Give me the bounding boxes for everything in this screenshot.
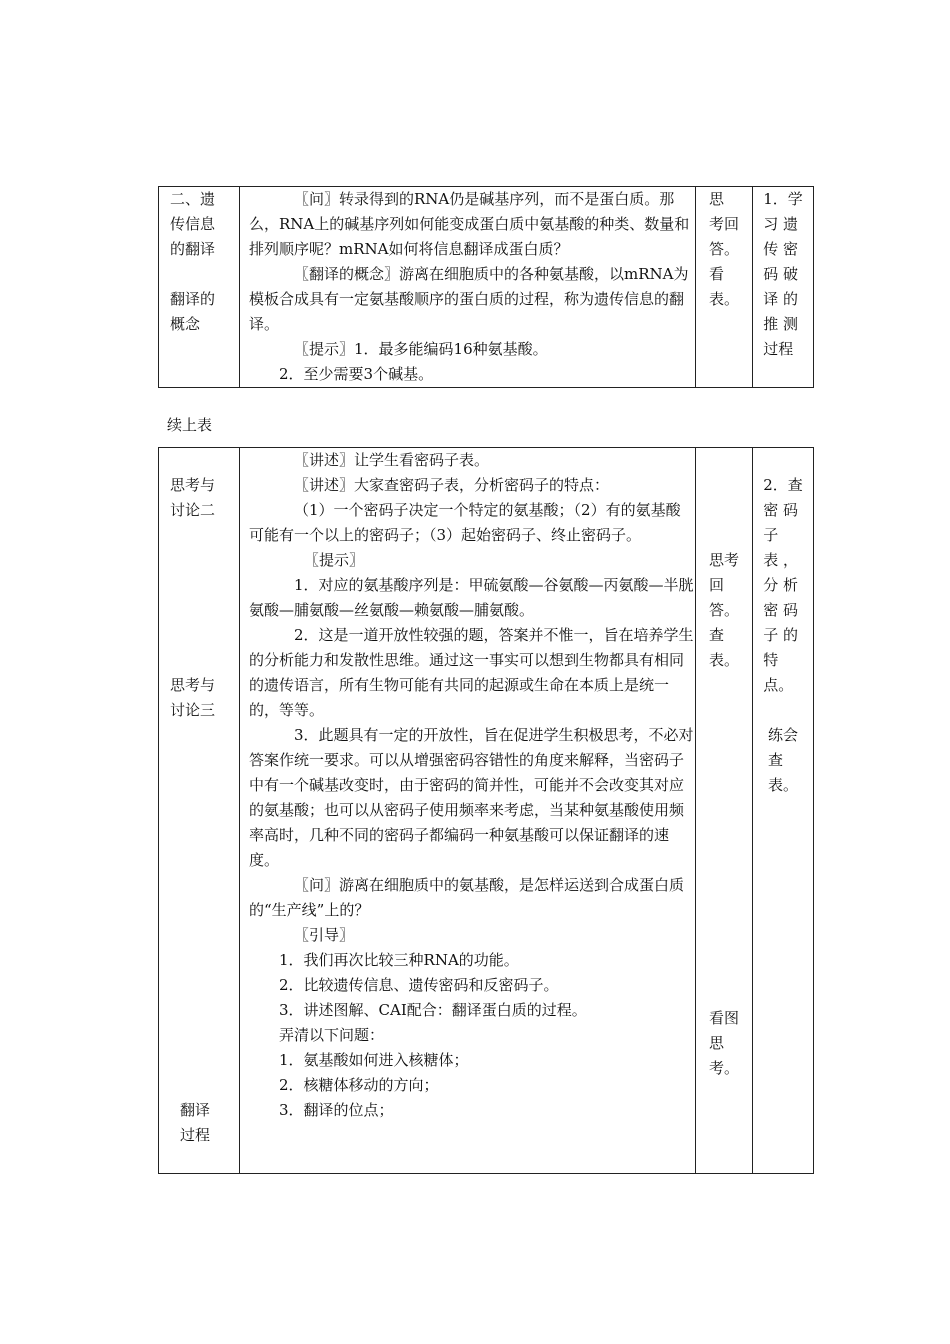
codon-features: （1）一个密码子决定一个特定的氨基酸；（2）有的氨基酸可能有一个以上的密码子；（3）起始密码子、终止密码子。 [249,501,681,544]
clarify-heading: 弄清以下问题： [279,1026,385,1044]
question-paragraph: 〖问〗游离在细胞质中的氨基酸，是怎样运送到合成蛋白质的“生产线”上的？ [249,876,685,919]
design-intent-cell [753,187,814,388]
design-intent-text: 1．学 习 遗 传 密 码 破 译 的 推 测 过程 [763,190,803,358]
design-intent-text-b: 练会 查 表。 [767,726,798,794]
design-intent-cell [753,448,814,1174]
table-translation-process [158,447,814,1174]
hint-item-3: 3．此题具有一定的开放性，旨在促进学生积极思考，不必对答案作统一要求。可以从增强密码容错性的角度来解释，当密码子中有一个碱基改变时，由于密码的简并性，可能并不会改变其对应的氨基酸；也可以从密码子使用频率来考虑，当某种氨基酸使用频率高时，几种不同的密码子都编码一种氨基酸可以保证翻译的速度。 [249,726,694,869]
question-paragraph: 〖问〗转录得到的RNA仍是碱基序列，而不是蛋白质。那么，RNA上的碱基序列如何能变成蛋白质中氨基酸的种类、数量和排列顺序呢？mRNA如何将信息翻译成蛋白质？ [249,190,690,258]
content-cell [240,187,696,388]
topic-text: 二、遗 传信息 的翻译 翻译的 概念 [170,190,216,333]
hint-item-1: 1．对应的氨基酸序列是：甲硫氨酸—谷氨酸—丙氨酸—半胱氨酸—脯氨酸—丝氨酸—赖氨酸—脯氨酸。 [249,576,694,619]
table-continued-caption: 续上表 [167,416,213,434]
hint-heading: 〖提示〗 [304,551,365,569]
guide-item-1: 1．我们再次比较三种RNA的功能。 [279,951,519,969]
concept-paragraph: 〖翻译的概念〗游离在细胞质中的各种氨基酸，以mRNA为模板合成具有一定氨基酸顺序的蛋白质的过程，称为遗传信息的翻译。 [249,265,689,333]
topic-translation-process: 翻译 过程 [180,1101,211,1144]
design-intent-text-a: 2．查 密 码 子 表 ， 分 析 密 码 子 的 特 点。 [763,476,803,694]
student-activity-cell [696,187,753,388]
clarify-item-1: 1．氨基酸如何进入核糖体； [279,1051,469,1069]
table-translation-concept [158,186,814,388]
guide-item-2: 2．比较遗传信息、遗传密码和反密码子。 [279,976,559,994]
hint-item-2: 2．这是一道开放性较强的题，答案并不惟一，旨在培养学生的分析能力和发散性思维。通过这一事实可以想到生物都具有相同的遗传语言，所有生物可能有共同的起源或生命在本质上是统一的，等等。 [249,626,694,719]
hint-item-2: 2．至少需要3个碱基。 [279,365,434,383]
student-activity-text: 思 考回 答。 看 表。 [708,190,739,308]
student-activity-cell [696,448,753,1174]
clarify-item-2: 2．核糖体移动的方向； [279,1076,439,1094]
lecture-paragraph-2: 〖讲述〗大家查密码子表，分析密码子的特点： [294,476,610,494]
guide-item-3: 3．讲述图解、CAI配合：翻译蛋白质的过程。 [279,1001,587,1019]
clarify-item-3: 3．翻译的位点； [279,1101,394,1119]
topic-cell [159,448,240,1174]
student-activity-text-b: 看图 思 考。 [708,1009,739,1077]
hint-paragraph: 〖提示〗1．最多能编码16种氨基酸。 [294,340,548,358]
student-activity-text-a: 思考 回 答。 查 表。 [708,551,739,669]
content-cell [240,448,696,1174]
lecture-paragraph-1: 〖讲述〗让学生看密码子表。 [294,451,490,469]
topic-discussion-2: 思考与 讨论二 [170,476,216,519]
guide-heading: 〖引导〗 [294,926,355,944]
topic-discussion-3: 思考与 讨论三 [170,676,216,719]
topic-cell [159,187,240,388]
topic-column [170,448,239,1173]
